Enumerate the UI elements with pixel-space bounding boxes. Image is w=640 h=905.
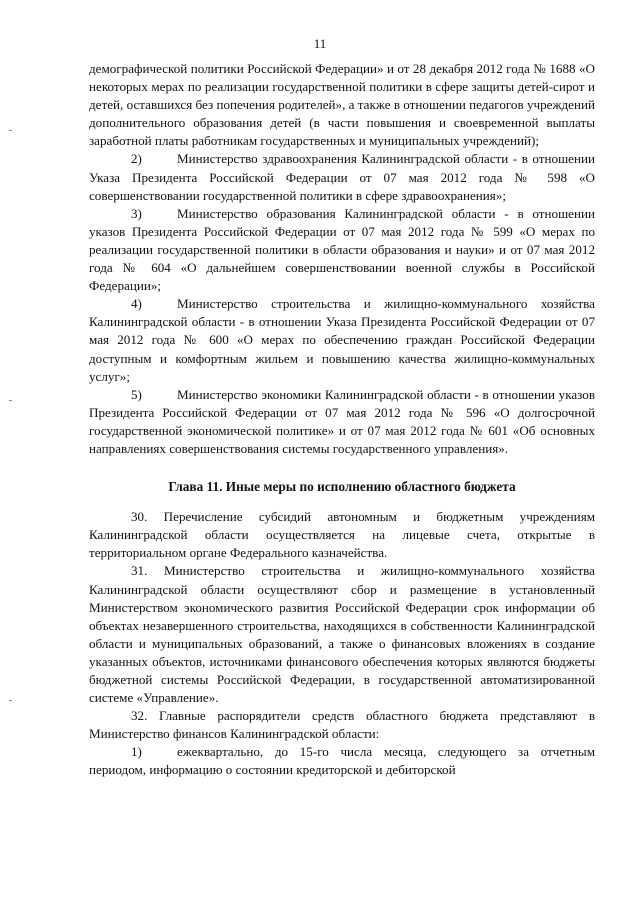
list-item-text: Министерство экономики Калининградской области - в отношении указов Президента Российской Федерации от 07 мая 2012 года № 596 «О долгосрочной государственной экономической политике» и от 07 мая 2012 года № 601 «Об основных направлениях совершенствования системы государственного управления». [89, 386, 595, 456]
list-item-number: 4) [131, 296, 142, 312]
list-item-text: Министерство здравоохранения Калининградской области - в отношении Указа Президента Российской Федерации от 07 мая 2012 года № 598 «О совершенствовании государственной политики в сфере здравоохранения»; [89, 151, 595, 203]
list-item-number: 3) [131, 205, 142, 221]
margin-mark [9, 130, 12, 131]
list-item [89, 743, 595, 779]
margin-mark [9, 700, 12, 701]
paragraph-32: 32. Главные распорядители средств областного бюджета представляют в Министерство финансов Калининградской области: [89, 708, 595, 742]
paragraph-31: 31. Министерство строительства и жилищно-коммунального хозяйства Калининградской области осуществляют сбор и размещение в установленный Министерством экономического развития Российской Федерации срок информации об объектах незавершенного строительства, находящихся в собственности Калининградской области и муниципальных образований, а также о финансовых вложениях в создание указанных объектов, источниками финансового обеспечения которых являются бюджеты бюджетной системы Российской Федерации, в государственной автоматизированной системе «Управление». [89, 563, 595, 706]
list-item-number: 2) [131, 151, 142, 167]
margin-mark [9, 400, 12, 401]
list-item [89, 386, 595, 458]
list-item-number: 5) [131, 386, 142, 402]
list-item-text: Министерство строительства и жилищно-коммунального хозяйства Калининградской области - в отношении Указа Президента Российской Федерации от 07 мая 2012 года № 600 «О мерах по обеспечению граждан Российской Федерации доступным и комфортным жильем и повышению качества жилищно-коммунальных услуг»; [89, 296, 595, 384]
list-item [89, 295, 595, 385]
list-item-text: ежеквартально, до 15-го числа месяца, следующего за отчетным периодом, информацию о состоянии кредиторской и дебиторской [89, 744, 595, 778]
intro-paragraph: демографической политики Российской Федерации» и от 28 декабря 2012 года № 1688 «О некоторых мерах по реализации государственной политики в сфере защиты детей-сирот и детей, оставшихся без попечения родителей», а также в отношении педагогов учреждений дополнительного образования детей (в части повышения и своевременной выплаты заработной платы работникам государственных и муниципальных учреждений); [89, 61, 595, 149]
list-item-text: Министерство образования Калининградской области - в отношении указов Президента Российской Федерации от 07 мая 2012 года № 599 «О мерах по реализации государственной политики в области образования и науки» и от 07 мая 2012 года № 604 «О дальнейшем совершенствовании военной службы в Российской Федерации»; [89, 205, 595, 294]
list-item [89, 205, 595, 295]
list-item [89, 150, 595, 204]
chapter-title: Глава 11. Иные меры по исполнению областного бюджета [168, 479, 516, 495]
paragraph-30: 30. Перечисление субсидий автономным и бюджетным учреждениям Калининградской области осуществляется на лицевые счета, открытые в территориальном органе Федерального казначейства. [89, 509, 595, 561]
list-item-number: 1) [131, 744, 142, 760]
document-body [89, 60, 595, 780]
page-number: 11 [313, 36, 327, 51]
